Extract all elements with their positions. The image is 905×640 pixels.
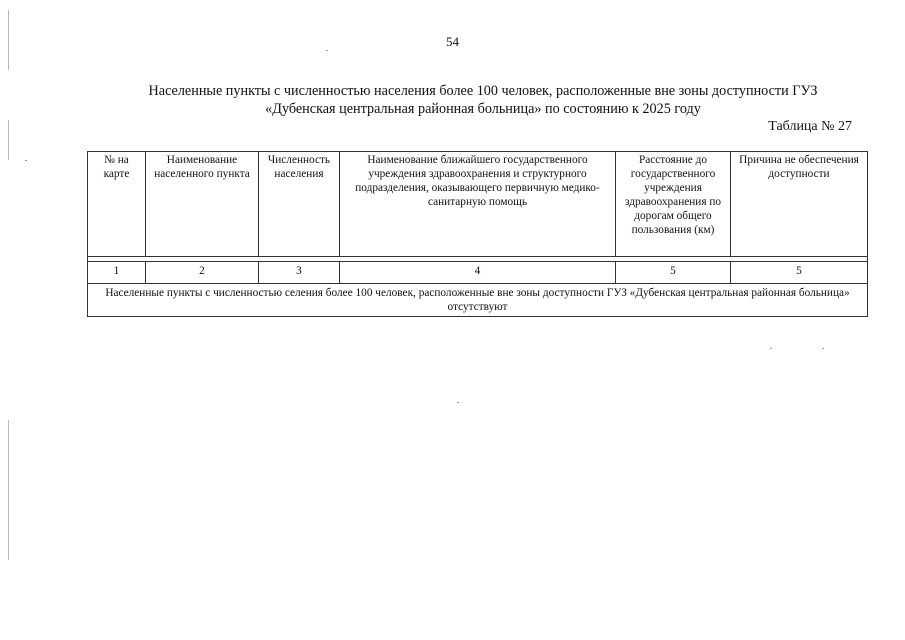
document-title xyxy=(118,82,848,118)
header-reason: Причина не обеспечения доступности xyxy=(731,152,868,257)
column-number-cell: 5 xyxy=(616,262,731,284)
column-number-row xyxy=(88,262,868,284)
scan-artifact xyxy=(326,50,328,51)
header-population: Численность населения xyxy=(259,152,340,257)
column-number-cell: 3 xyxy=(259,262,340,284)
scan-artifact xyxy=(8,420,9,560)
document-title-line-1: Населенные пункты с численностью населения более 100 человек, расположенные вне зоны доступности ГУЗ xyxy=(148,83,818,99)
scan-artifact xyxy=(8,120,9,160)
column-number-cell: 4 xyxy=(340,262,616,284)
scan-artifact xyxy=(822,348,824,349)
header-nearest-institution: Наименование ближайшего государственного учреждения здравоохранения и структурного подразделения, оказывающего первичную медико-санитарную помощь xyxy=(340,152,616,257)
column-number-cell: 5 xyxy=(731,262,868,284)
header-settlement-name: Наименование населенного пункта xyxy=(146,152,259,257)
header-map-number: № на карте xyxy=(88,152,146,257)
scan-artifact xyxy=(25,160,27,161)
table-caption: Таблица № 27 xyxy=(768,119,852,134)
table-header-row xyxy=(88,152,868,257)
scan-artifact xyxy=(8,10,9,70)
document-title-line-2: «Дубенская центральная районная больница» по состоянию к 2025 году xyxy=(265,101,701,117)
column-number-cell: 2 xyxy=(146,262,259,284)
column-number-cell: 1 xyxy=(88,262,146,284)
settlements-table xyxy=(87,151,868,317)
table-note-row xyxy=(88,284,868,317)
page-number: 54 xyxy=(446,34,459,49)
table-note: Населенные пункты с численностью селения более 100 человек, расположенные вне зоны доступности ГУЗ «Дубенская центральная районная больница» отсутствуют xyxy=(88,284,868,317)
header-distance: Расстояние до государственного учреждения здравоохранения по дорогам общего пользования (км) xyxy=(616,152,731,257)
scan-artifact xyxy=(770,348,772,349)
scan-artifact xyxy=(457,402,459,403)
